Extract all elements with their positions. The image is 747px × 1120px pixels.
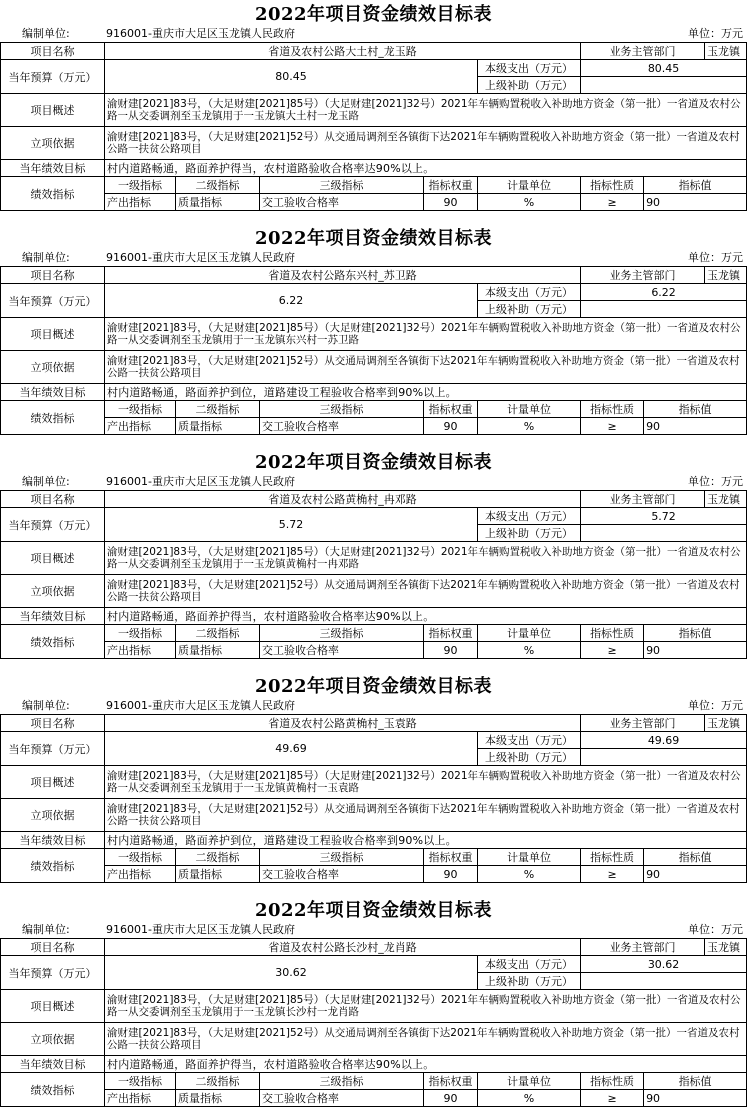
goal-label: 当年绩效目标 <box>1 1056 105 1073</box>
self-spend-label: 本级支出（万元） <box>478 732 581 749</box>
project-name-label: 项目名称 <box>1 715 105 732</box>
indicator-header-level1: 一级指标 <box>105 1073 176 1090</box>
indicator-level3: 交工验收合格率 <box>260 642 424 659</box>
overview-label: 项目概述 <box>1 542 105 575</box>
indicator-level3: 交工验收合格率 <box>260 418 424 435</box>
project-name-label: 项目名称 <box>1 43 105 60</box>
org-label: 编制单位: <box>22 923 70 936</box>
indicator-header-weight: 指标权重 <box>424 625 478 642</box>
unit-label: 单位：万元 <box>688 251 743 264</box>
self-spend-label: 本级支出（万元） <box>478 60 581 77</box>
indicator-header-nature: 指标性质 <box>581 401 644 418</box>
target-table <box>0 714 747 883</box>
indicator-header-value: 指标值 <box>644 625 747 642</box>
indicator-level2: 质量指标 <box>176 418 260 435</box>
performance-sheet <box>0 224 747 448</box>
org-value: 916001-重庆市大足区玉龙镇人民政府 <box>106 475 295 488</box>
basis-value: 渝财建[2021]83号，（大足财建[2021]52号）从交通局调剂至各镇街下达2021年车辆购置税收入补助地方资金（第一批）一省道及农村公路一扶贫公路项目 <box>105 799 747 832</box>
indicator-header-weight: 指标权重 <box>424 401 478 418</box>
department-value: 玉龙镇 <box>705 267 747 284</box>
sheet-title: 2022年项目资金绩效目标表 <box>254 676 493 697</box>
indicator-level1: 产出指标 <box>105 1090 176 1107</box>
indicator-header-unit: 计量单位 <box>478 177 581 194</box>
sheet-title: 2022年项目资金绩效目标表 <box>254 452 493 473</box>
org-value: 916001-重庆市大足区玉龙镇人民政府 <box>106 251 295 264</box>
indicator-header-weight: 指标权重 <box>424 1073 478 1090</box>
indicators-label: 绩效指标 <box>1 1073 105 1107</box>
department-label: 业务主管部门 <box>581 491 705 508</box>
indicators-label: 绩效指标 <box>1 401 105 435</box>
indicator-level2: 质量指标 <box>176 866 260 883</box>
basis-value: 渝财建[2021]83号，（大足财建[2021]52号）从交通局调剂至各镇街下达2021年车辆购置税收入补助地方资金（第一批）一省道及农村公路一扶贫公路项目 <box>105 127 747 160</box>
project-name-value: 省道及农村公路黄桷村_冉邓路 <box>105 491 581 508</box>
indicator-header-level2: 二级指标 <box>176 177 260 194</box>
indicator-header-level2: 二级指标 <box>176 401 260 418</box>
target-table <box>0 490 747 659</box>
indicator-header-unit: 计量单位 <box>478 625 581 642</box>
indicator-weight: 90 <box>424 418 478 435</box>
indicator-nature: ≥ <box>581 642 644 659</box>
department-label: 业务主管部门 <box>581 939 705 956</box>
indicator-unit: % <box>478 418 581 435</box>
performance-sheet <box>0 672 747 896</box>
project-name-label: 项目名称 <box>1 491 105 508</box>
indicator-level1: 产出指标 <box>105 194 176 211</box>
overview-value: 渝财建[2021]83号，（大足财建[2021]85号）（大足财建[2021]32号）2021年车辆购置税收入补助地方资金（第一批）一省道及农村公路一从交委调剂至玉龙镇用于一玉龙镇黄桷村一玉袁路 <box>105 766 747 799</box>
overview-label: 项目概述 <box>1 766 105 799</box>
subsidy-label: 上级补助（万元） <box>478 77 581 94</box>
org-value: 916001-重庆市大足区玉龙镇人民政府 <box>106 923 295 936</box>
subsidy-label: 上级补助（万元） <box>478 973 581 990</box>
department-value: 玉龙镇 <box>705 491 747 508</box>
indicator-value: 90 <box>644 418 747 435</box>
project-name-value: 省道及农村公路黄桷村_玉袁路 <box>105 715 581 732</box>
overview-label: 项目概述 <box>1 94 105 127</box>
org-label: 编制单位: <box>22 251 70 264</box>
goal-label: 当年绩效目标 <box>1 384 105 401</box>
indicator-header-level2: 二级指标 <box>176 625 260 642</box>
goal-value: 村内道路畅通，路面养护得当，农村道路验收合格率达90%以上。 <box>105 608 747 625</box>
basis-value: 渝财建[2021]83号，（大足财建[2021]52号）从交通局调剂至各镇街下达2021年车辆购置税收入补助地方资金（第一批）一省道及农村公路一扶贫公路项目 <box>105 351 747 384</box>
indicator-header-level1: 一级指标 <box>105 849 176 866</box>
self-spend-value: 5.72 <box>581 508 747 525</box>
indicator-header-level1: 一级指标 <box>105 401 176 418</box>
basis-label: 立项依据 <box>1 127 105 160</box>
indicator-header-value: 指标值 <box>644 1073 747 1090</box>
basis-label: 立项依据 <box>1 575 105 608</box>
self-spend-value: 6.22 <box>581 284 747 301</box>
indicator-header-value: 指标值 <box>644 401 747 418</box>
overview-value: 渝财建[2021]83号，（大足财建[2021]85号）（大足财建[2021]32号）2021年车辆购置税收入补助地方资金（第一批）一省道及农村公路一从交委调剂至玉龙镇用于一玉龙镇黄桷村一冉邓路 <box>105 542 747 575</box>
indicator-weight: 90 <box>424 642 478 659</box>
project-name-value: 省道及农村公路长沙村_龙肖路 <box>105 939 581 956</box>
indicator-level1: 产出指标 <box>105 642 176 659</box>
indicator-value: 90 <box>644 194 747 211</box>
indicator-level1: 产出指标 <box>105 418 176 435</box>
indicator-value: 90 <box>644 642 747 659</box>
unit-label: 单位：万元 <box>688 475 743 488</box>
indicator-header-unit: 计量单位 <box>478 1073 581 1090</box>
project-name-value: 省道及农村公路大土村_龙玉路 <box>105 43 581 60</box>
org-row <box>0 474 747 490</box>
indicator-level3: 交工验收合格率 <box>260 866 424 883</box>
project-name-label: 项目名称 <box>1 939 105 956</box>
self-spend-value: 30.62 <box>581 956 747 973</box>
goal-label: 当年绩效目标 <box>1 608 105 625</box>
subsidy-label: 上级补助（万元） <box>478 525 581 542</box>
target-table <box>0 42 747 211</box>
indicator-weight: 90 <box>424 194 478 211</box>
org-row <box>0 922 747 938</box>
department-value: 玉龙镇 <box>705 939 747 956</box>
budget-label: 当年预算（万元） <box>1 956 105 990</box>
basis-value: 渝财建[2021]83号，（大足财建[2021]52号）从交通局调剂至各镇街下达2021年车辆购置税收入补助地方资金（第一批）一省道及农村公路一扶贫公路项目 <box>105 575 747 608</box>
performance-sheet <box>0 0 747 224</box>
indicator-nature: ≥ <box>581 194 644 211</box>
indicator-level2: 质量指标 <box>176 194 260 211</box>
basis-label: 立项依据 <box>1 1023 105 1056</box>
performance-sheet <box>0 896 747 1120</box>
budget-label: 当年预算（万元） <box>1 284 105 318</box>
sheet-title: 2022年项目资金绩效目标表 <box>254 228 493 249</box>
indicator-header-level3: 三级指标 <box>260 177 424 194</box>
department-label: 业务主管部门 <box>581 267 705 284</box>
indicator-header-weight: 指标权重 <box>424 177 478 194</box>
indicator-unit: % <box>478 642 581 659</box>
indicator-value: 90 <box>644 1090 747 1107</box>
project-name-value: 省道及农村公路东兴村_苏卫路 <box>105 267 581 284</box>
overview-value: 渝财建[2021]83号，（大足财建[2021]85号）（大足财建[2021]32号）2021年车辆购置税收入补助地方资金（第一批）一省道及农村公路一从交委调剂至玉龙镇用于一玉龙镇长沙村一龙肖路 <box>105 990 747 1023</box>
department-label: 业务主管部门 <box>581 43 705 60</box>
budget-label: 当年预算（万元） <box>1 732 105 766</box>
org-row <box>0 250 747 266</box>
indicator-header-level1: 一级指标 <box>105 177 176 194</box>
indicator-header-level3: 三级指标 <box>260 401 424 418</box>
indicator-header-nature: 指标性质 <box>581 849 644 866</box>
budget-label: 当年预算（万元） <box>1 508 105 542</box>
indicator-nature: ≥ <box>581 866 644 883</box>
org-value: 916001-重庆市大足区玉龙镇人民政府 <box>106 27 295 40</box>
overview-label: 项目概述 <box>1 318 105 351</box>
subsidy-value <box>581 301 747 318</box>
indicator-value: 90 <box>644 866 747 883</box>
indicator-header-weight: 指标权重 <box>424 849 478 866</box>
indicator-header-level2: 二级指标 <box>176 849 260 866</box>
indicator-level1: 产出指标 <box>105 866 176 883</box>
org-row <box>0 26 747 42</box>
indicators-label: 绩效指标 <box>1 849 105 883</box>
budget-value: 80.45 <box>105 60 478 94</box>
sheet-title: 2022年项目资金绩效目标表 <box>254 900 493 921</box>
indicator-header-level1: 一级指标 <box>105 625 176 642</box>
unit-label: 单位：万元 <box>688 27 743 40</box>
indicator-unit: % <box>478 194 581 211</box>
subsidy-value <box>581 749 747 766</box>
basis-label: 立项依据 <box>1 351 105 384</box>
self-spend-value: 49.69 <box>581 732 747 749</box>
indicator-level2: 质量指标 <box>176 1090 260 1107</box>
indicator-header-unit: 计量单位 <box>478 849 581 866</box>
goal-value: 村内道路畅通，路面养护得当，农村道路验收合格率达90%以上。 <box>105 1056 747 1073</box>
self-spend-label: 本级支出（万元） <box>478 508 581 525</box>
indicator-level3: 交工验收合格率 <box>260 1090 424 1107</box>
indicator-nature: ≥ <box>581 418 644 435</box>
goal-label: 当年绩效目标 <box>1 832 105 849</box>
org-label: 编制单位: <box>22 27 70 40</box>
indicator-header-unit: 计量单位 <box>478 401 581 418</box>
org-label: 编制单位: <box>22 475 70 488</box>
subsidy-value <box>581 525 747 542</box>
sheet-title: 2022年项目资金绩效目标表 <box>254 4 493 25</box>
subsidy-label: 上级补助（万元） <box>478 749 581 766</box>
budget-value: 49.69 <box>105 732 478 766</box>
indicator-unit: % <box>478 1090 581 1107</box>
indicator-header-nature: 指标性质 <box>581 625 644 642</box>
goal-value: 村内道路畅通，路面养护到位，道路建设工程验收合格率到90%以上。 <box>105 832 747 849</box>
unit-label: 单位：万元 <box>688 699 743 712</box>
indicator-header-level3: 三级指标 <box>260 625 424 642</box>
budget-value: 6.22 <box>105 284 478 318</box>
indicator-header-value: 指标值 <box>644 849 747 866</box>
indicator-header-level3: 三级指标 <box>260 1073 424 1090</box>
indicator-level3: 交工验收合格率 <box>260 194 424 211</box>
indicator-level2: 质量指标 <box>176 642 260 659</box>
indicators-label: 绩效指标 <box>1 625 105 659</box>
indicator-header-level3: 三级指标 <box>260 849 424 866</box>
department-label: 业务主管部门 <box>581 715 705 732</box>
self-spend-value: 80.45 <box>581 60 747 77</box>
org-row <box>0 698 747 714</box>
budget-value: 5.72 <box>105 508 478 542</box>
org-value: 916001-重庆市大足区玉龙镇人民政府 <box>106 699 295 712</box>
self-spend-label: 本级支出（万元） <box>478 284 581 301</box>
basis-value: 渝财建[2021]83号，（大足财建[2021]52号）从交通局调剂至各镇街下达2021年车辆购置税收入补助地方资金（第一批）一省道及农村公路一扶贫公路项目 <box>105 1023 747 1056</box>
goal-value: 村内道路畅通，路面养护得当，农村道路验收合格率达90%以上。 <box>105 160 747 177</box>
overview-label: 项目概述 <box>1 990 105 1023</box>
subsidy-value <box>581 77 747 94</box>
indicator-nature: ≥ <box>581 1090 644 1107</box>
indicator-header-nature: 指标性质 <box>581 1073 644 1090</box>
subsidy-value <box>581 973 747 990</box>
basis-label: 立项依据 <box>1 799 105 832</box>
goal-value: 村内道路畅通，路面养护到位，道路建设工程验收合格率到90%以上。 <box>105 384 747 401</box>
indicator-header-nature: 指标性质 <box>581 177 644 194</box>
org-label: 编制单位: <box>22 699 70 712</box>
goal-label: 当年绩效目标 <box>1 160 105 177</box>
budget-value: 30.62 <box>105 956 478 990</box>
indicators-label: 绩效指标 <box>1 177 105 211</box>
indicator-weight: 90 <box>424 866 478 883</box>
performance-sheet <box>0 448 747 672</box>
overview-value: 渝财建[2021]83号，（大足财建[2021]85号）（大足财建[2021]32号）2021年车辆购置税收入补助地方资金（第一批）一省道及农村公路一从交委调剂至玉龙镇用于一玉龙镇东兴村一苏卫路 <box>105 318 747 351</box>
budget-label: 当年预算（万元） <box>1 60 105 94</box>
self-spend-label: 本级支出（万元） <box>478 956 581 973</box>
subsidy-label: 上级补助（万元） <box>478 301 581 318</box>
indicator-weight: 90 <box>424 1090 478 1107</box>
department-value: 玉龙镇 <box>705 715 747 732</box>
indicator-header-level2: 二级指标 <box>176 1073 260 1090</box>
target-table <box>0 266 747 435</box>
target-table <box>0 938 747 1107</box>
department-value: 玉龙镇 <box>705 43 747 60</box>
indicator-header-value: 指标值 <box>644 177 747 194</box>
project-name-label: 项目名称 <box>1 267 105 284</box>
unit-label: 单位：万元 <box>688 923 743 936</box>
overview-value: 渝财建[2021]83号，（大足财建[2021]85号）（大足财建[2021]32号）2021年车辆购置税收入补助地方资金（第一批）一省道及农村公路一从交委调剂至玉龙镇用于一玉龙镇大土村一龙玉路 <box>105 94 747 127</box>
indicator-unit: % <box>478 866 581 883</box>
